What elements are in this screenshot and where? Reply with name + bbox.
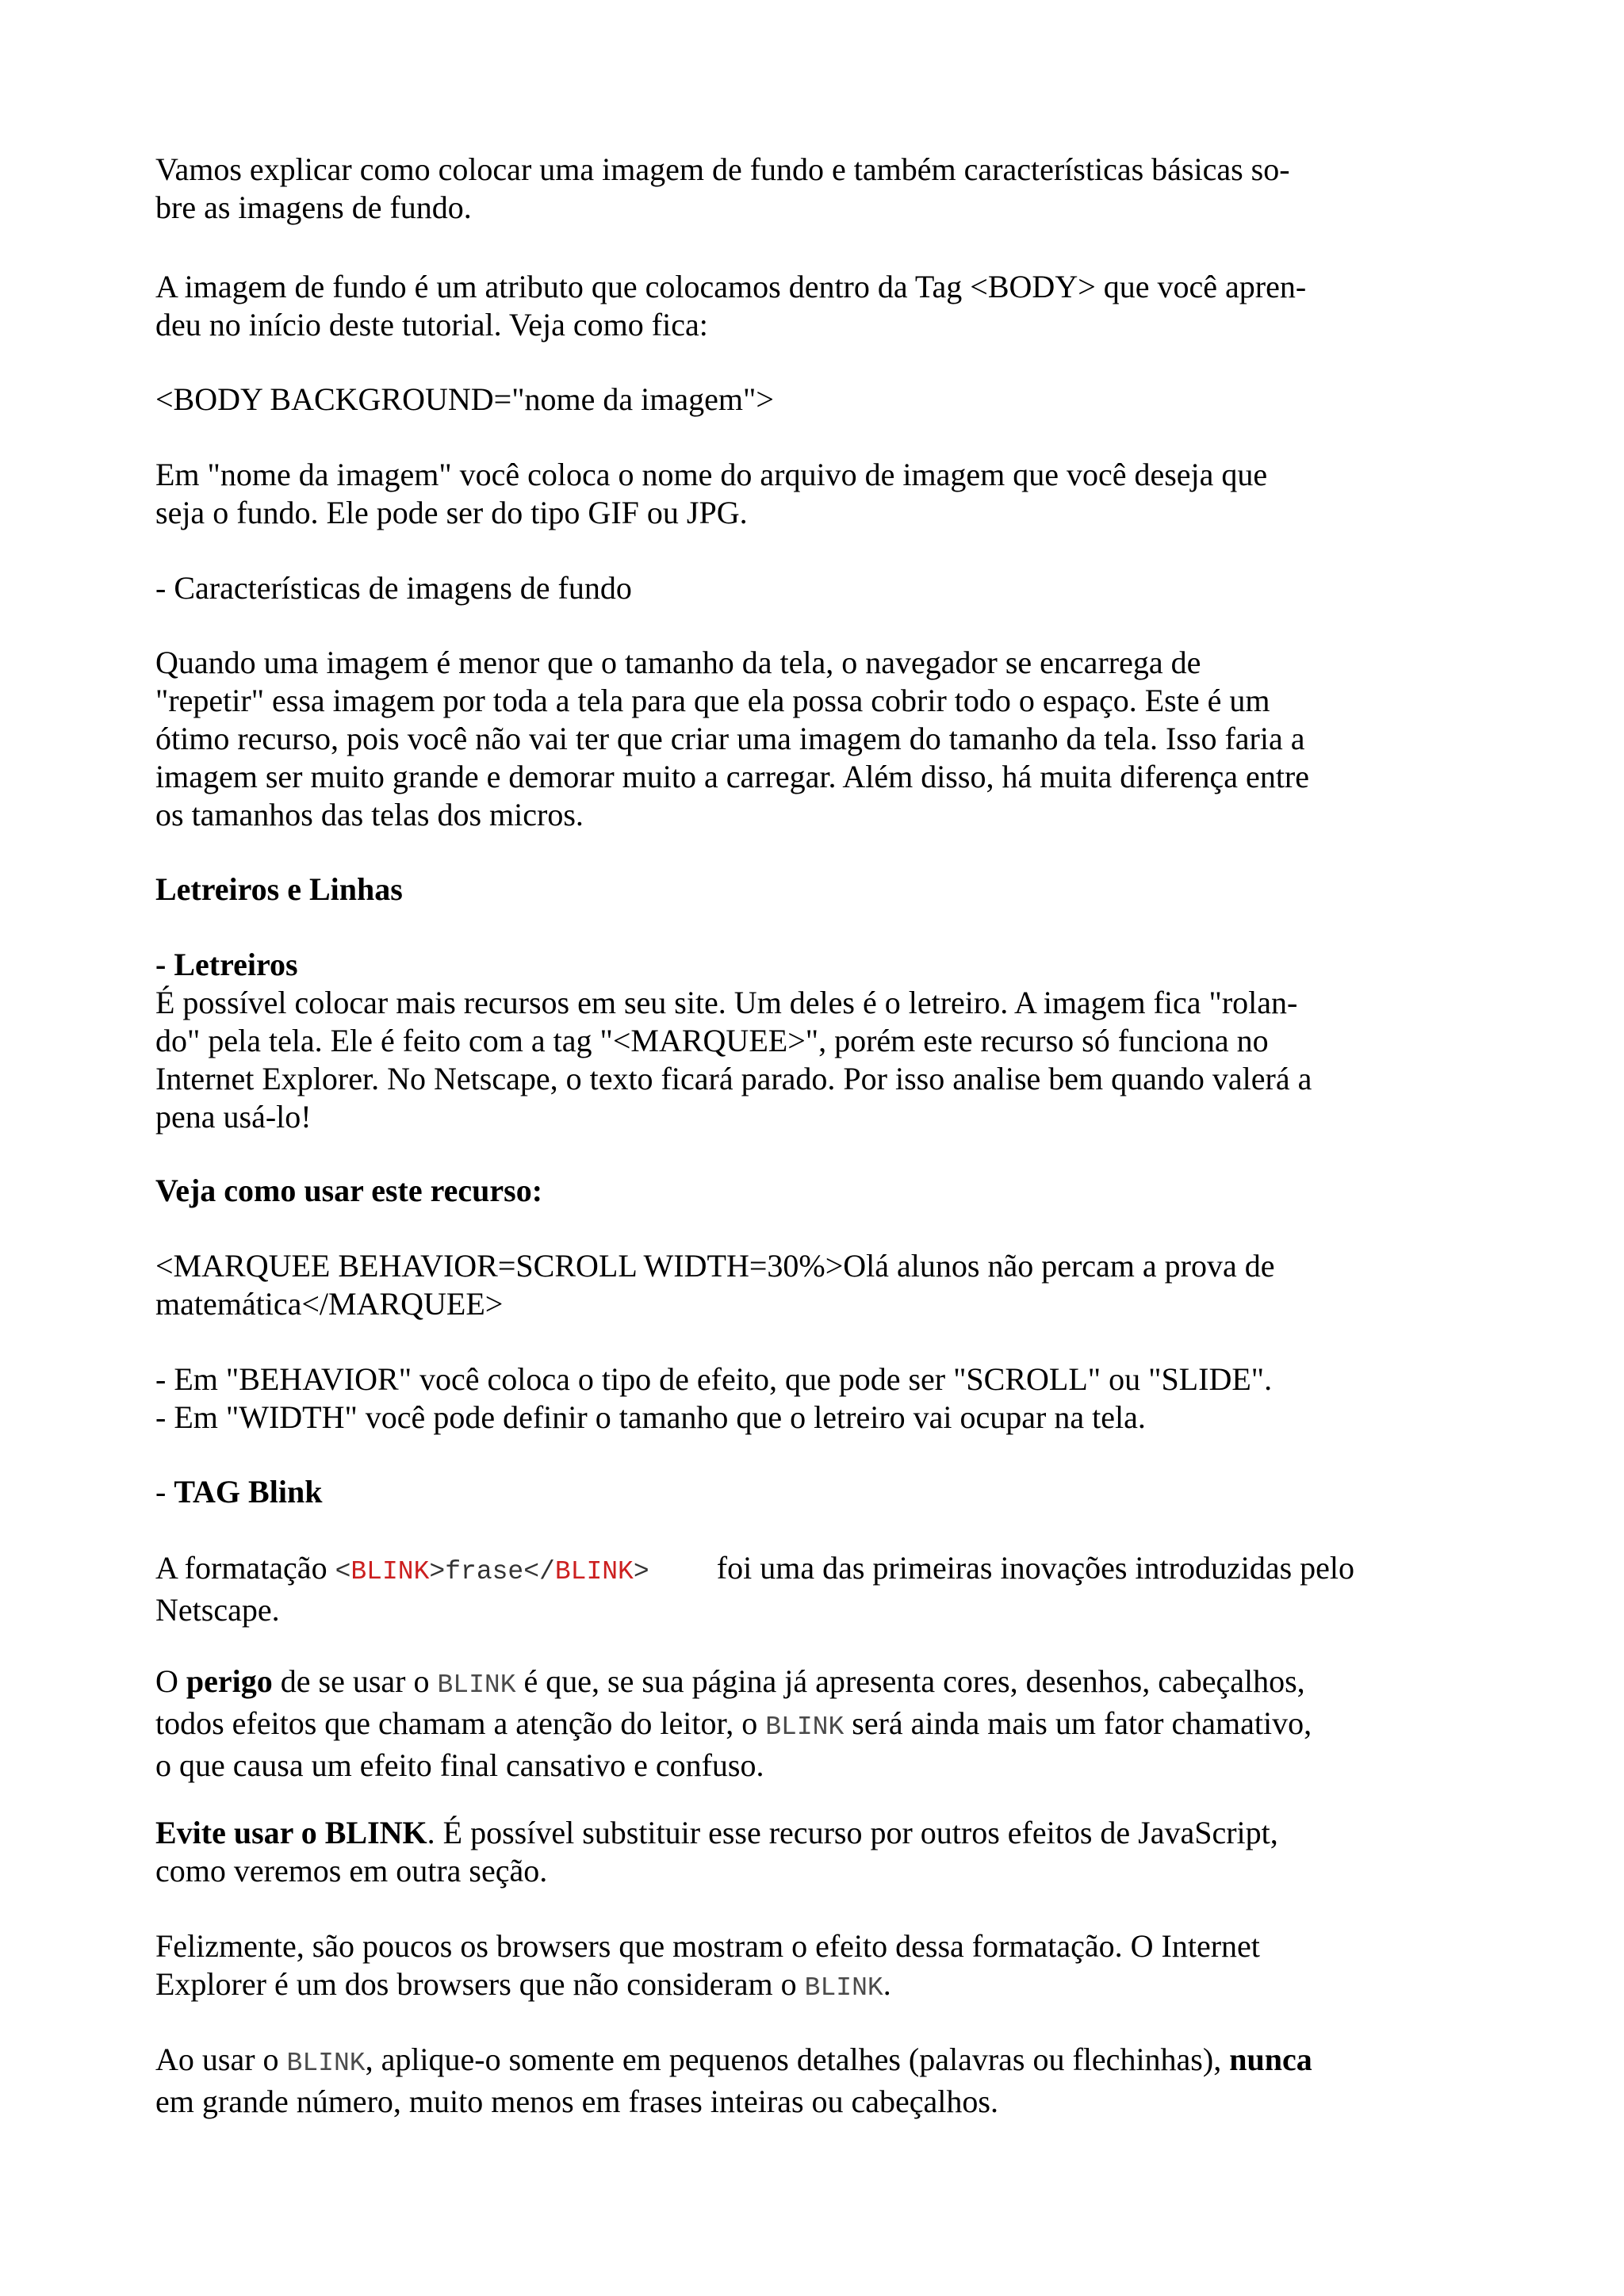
- danger-t5: será ainda mais um fator chamativo,: [844, 1705, 1312, 1741]
- browsers-t2: Explorer é um dos browsers que não consideram o: [155, 1966, 805, 2002]
- danger-code-2: BLINK: [765, 1712, 845, 1742]
- section-heading-letreiros-linhas: [155, 871, 403, 909]
- intro-line-2: bre as imagens de fundo.: [155, 189, 472, 225]
- marquee-intro-line-4: pena usá-lo!: [155, 1099, 312, 1135]
- danger-t3: é que, se sua página já apresenta cores, desenhos, cabeçalhos,: [515, 1663, 1305, 1699]
- code-keyword-close: BLINK: [554, 1557, 634, 1586]
- usage-t2: , aplique-o somente em pequenos detalhes (palavras ou flechinhas),: [365, 2042, 1230, 2077]
- avoid-bold: Evite usar o BLINK: [155, 1815, 427, 1850]
- danger-code-1: BLINK: [437, 1670, 516, 1700]
- avoid-t1: . É possível substituir esse recurso por outros efeitos de JavaScript,: [427, 1815, 1278, 1850]
- danger-t2: de se usar o: [272, 1663, 438, 1699]
- blink-code-sample: [335, 1557, 649, 1586]
- intro-line-1: Vamos explicar como colocar uma imagem de fundo e também características básicas so-: [155, 151, 1290, 187]
- marquee-code-example: [155, 1247, 1354, 1323]
- code-gt: >: [633, 1557, 649, 1586]
- behavior-note: - Em "BEHAVIOR" você coloca o tipo de efeito, que pode ser "SCROLL" ou "SLIDE".: [155, 1361, 1273, 1397]
- marquee-intro-line-2: do" pela tela. Ele é feito com a tag "<MARQUEE>", porém este recurso só funciona no: [155, 1023, 1269, 1058]
- blink-danger-line-3: o que causa um efeito final cansativo e confuso.: [155, 1747, 764, 1783]
- blink-format-prefix: A formatação: [155, 1550, 335, 1586]
- blink-danger-line-1: [155, 1663, 1354, 1705]
- body-background-code: <BODY BACKGROUND="nome da imagem">: [155, 381, 774, 417]
- code-middle: >frase</: [429, 1557, 555, 1586]
- browsers-t3: .: [883, 1966, 891, 2002]
- usage-t1: Ao usar o: [155, 2042, 287, 2077]
- tiling-line-1: Quando uma imagem é menor que o tamanho da tela, o navegador se encarrega de: [155, 645, 1201, 680]
- marquee-code-line-2: matemática</MARQUEE>: [155, 1286, 504, 1322]
- width-note: - Em "WIDTH" você pode definir o tamanho que o letreiro vai ocupar na tela.: [155, 1399, 1146, 1435]
- danger-bold: perigo: [186, 1663, 273, 1699]
- avoid-blink-paragraph: [155, 1814, 1354, 1890]
- browsers-line-2: [155, 1965, 1354, 2007]
- avoid-line-2: como veremos em outra seção.: [155, 1853, 548, 1888]
- tiling-line-2: "repetir" essa imagem por toda a tela para que ela possa cobrir todo o espaço. Este é um: [155, 683, 1270, 718]
- marquee-attribute-notes: [155, 1360, 1354, 1437]
- blink-format-paragraph: [155, 1549, 1354, 1629]
- usage-code: BLINK: [286, 2049, 366, 2078]
- marquee-intro-line-3: Internet Explorer. No Netscape, o texto ficará parado. Por isso analise bem quando valerá a: [155, 1061, 1312, 1096]
- usage-line-1: [155, 2041, 1354, 2083]
- danger-t1: O: [155, 1663, 186, 1699]
- heading-how-to-use: [155, 1172, 542, 1210]
- subheading-tag-blink: [155, 1473, 322, 1511]
- danger-t4: todos efeitos que chamam a atenção do leitor, o: [155, 1705, 766, 1741]
- usage-line-2: em grande número, muito menos em frases inteiras ou cabeçalhos.: [155, 2084, 998, 2119]
- subheading-blink-text: TAG Blink: [174, 1474, 323, 1510]
- marquee-intro-paragraph: [155, 984, 1354, 1136]
- tiling-paragraph: [155, 644, 1354, 834]
- code-lt: <: [335, 1557, 351, 1586]
- subheading-letreiros-text: - Letreiros: [155, 947, 298, 982]
- usage-bold: nunca: [1229, 2042, 1312, 2077]
- subheading-letreiros: [155, 946, 298, 984]
- blink-format-suffix: foi uma das primeiras inovações introduzidas pelo: [708, 1550, 1354, 1586]
- tiling-line-3: ótimo recurso, pois você não vai ter que criar uma imagem do tamanho da tela. Isso faria a: [155, 721, 1305, 756]
- section-heading-text: Letreiros e Linhas: [155, 871, 403, 907]
- browsers-paragraph: [155, 1927, 1354, 2007]
- blink-format-line-2: Netscape.: [155, 1592, 280, 1628]
- blink-danger-line-2: [155, 1705, 1354, 1747]
- usage-advice-paragraph: [155, 2041, 1354, 2121]
- avoid-line-1: [155, 1814, 1354, 1852]
- tiling-line-4: imagem ser muito grande e demorar muito a carregar. Além disso, há muita diferença entre: [155, 759, 1309, 794]
- browsers-code: BLINK: [804, 1973, 883, 2003]
- browsers-line-1: Felizmente, são poucos os browsers que mostram o efeito dessa formatação. O Internet: [155, 1928, 1260, 1964]
- blink-format-text: [155, 1549, 649, 1591]
- blink-danger-paragraph: [155, 1663, 1354, 1785]
- subheading-blink-prefix: -: [155, 1474, 174, 1510]
- heading-how-to-use-text: Veja como usar este recurso:: [155, 1173, 543, 1208]
- image-name-line-1: Em "nome da imagem" você coloca o nome do arquivo de imagem que você deseja que: [155, 457, 1268, 492]
- marquee-code-line-1: <MARQUEE BEHAVIOR=SCROLL WIDTH=30%>Olá alunos não percam a prova de: [155, 1248, 1275, 1284]
- subheading-background-features: - Características de imagens de fundo: [155, 570, 632, 606]
- code-keyword-open: BLINK: [350, 1557, 430, 1586]
- background-attribute-paragraph: [155, 268, 1354, 344]
- bg-attr-line-2: deu no início deste tutorial. Veja como fica:: [155, 307, 708, 342]
- tiling-line-5: os tamanhos das telas dos micros.: [155, 797, 584, 832]
- image-name-line-2: seja o fundo. Ele pode ser do tipo GIF ou JPG.: [155, 495, 748, 530]
- image-name-paragraph: [155, 456, 1354, 532]
- bg-attr-line-1: A imagem de fundo é um atributo que colocamos dentro da Tag <BODY> que você apren-: [155, 269, 1307, 304]
- intro-paragraph: [155, 151, 1354, 227]
- marquee-intro-line-1: É possível colocar mais recursos em seu site. Um deles é o letreiro. A imagem fica "rolan-: [155, 985, 1298, 1020]
